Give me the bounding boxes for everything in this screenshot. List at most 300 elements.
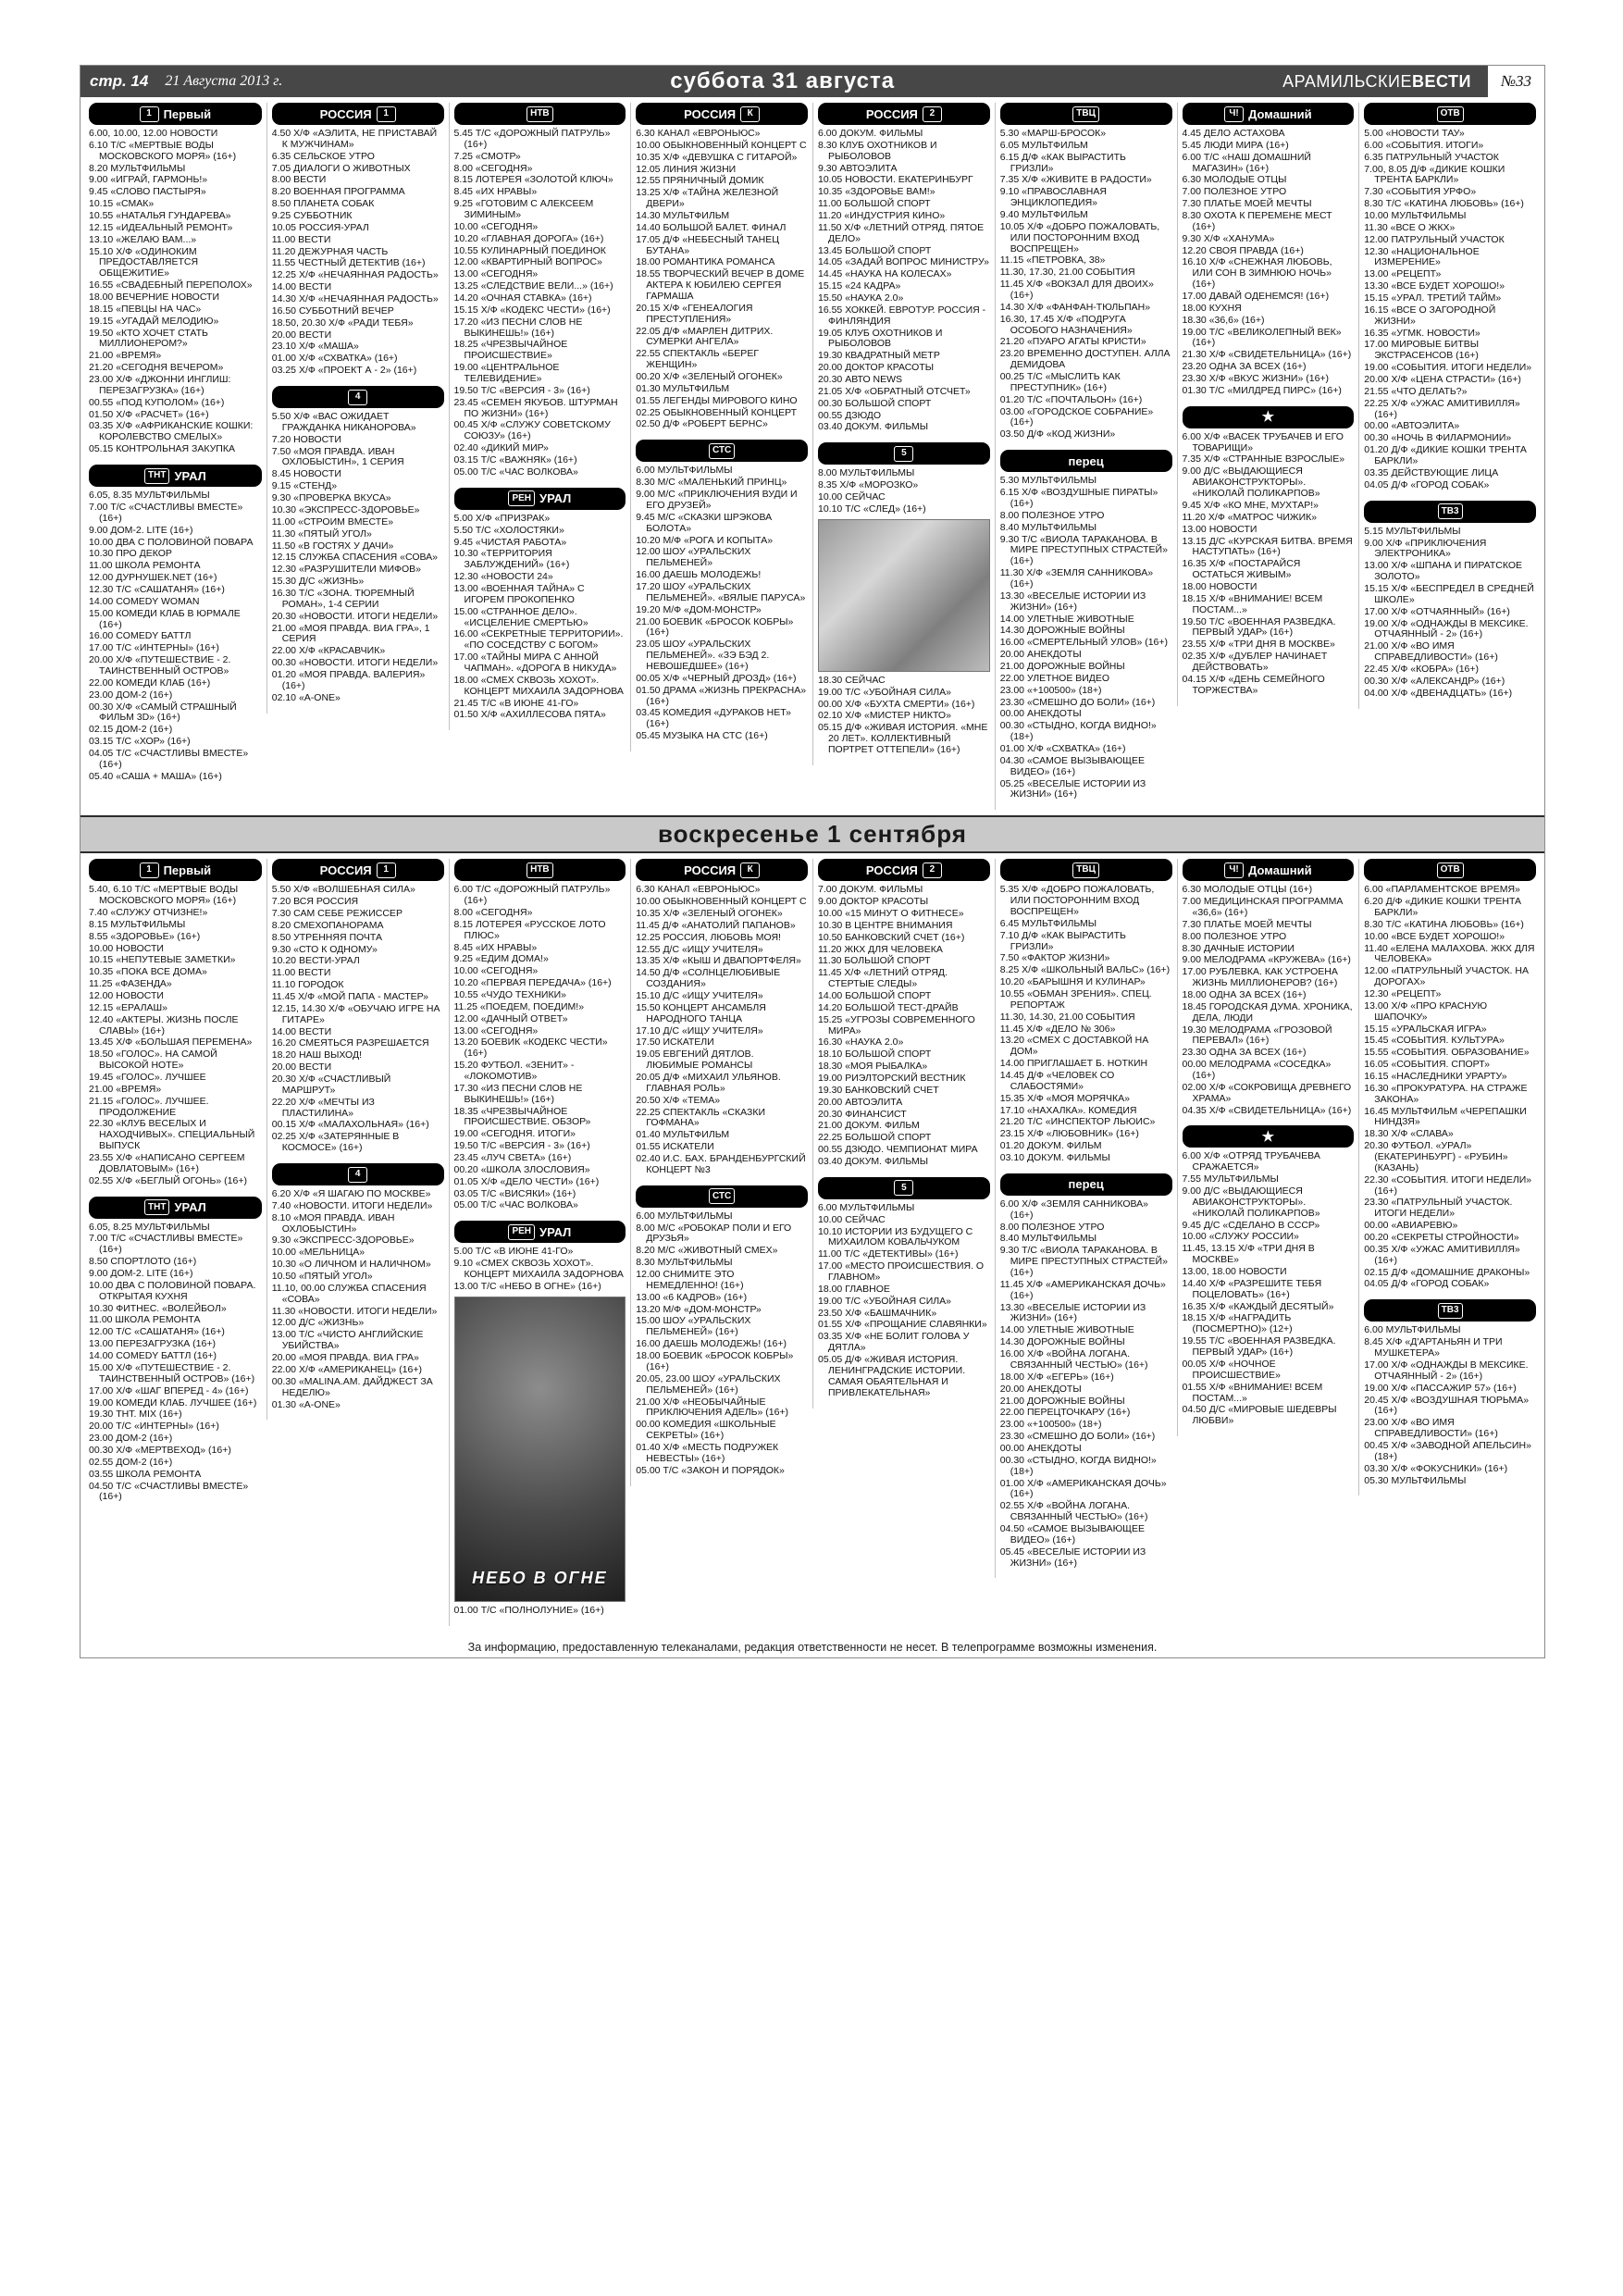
program-item: 23.30 ОДНА ЗА ВСЕХ (16+) [1182,1047,1307,1059]
program-item: 05.05 Д/Ф «ЖИВАЯ ИСТОРИЯ. ЛЕНИНГРАДСКИЕ ИСТОРИИ. САМАЯ ОБАЯТЕЛЬНАЯ И ПРИВЛЕКАТЕЛЬНАЯ» [818,1354,966,1398]
program-item: 23.55 Х/Ф «НАПИСАНО СЕРГЕЕМ ДОВЛАТОВЫМ» (16+) [89,1152,245,1174]
program-item: 11.30, 17.30, 21.00 СОБЫТИЯ [999,267,1135,279]
program-item: 5.30 «МАРШ-БРОСОК» [999,128,1107,139]
program-item: 23.00 «+100500» (18+) [999,684,1102,696]
program-item: 17.00 «МЕСТО ПРОИСШЕСТВИЯ. О ГЛАВНОМ» [818,1260,985,1284]
program-item: 14.05 «ЗАДАЙ ВОПРОС МИНИСТРУ» [818,256,989,268]
program-item: 05.00 Т/С «ЧАС ВОЛКОВА» [453,465,578,478]
program-item: 18.00 «СМЕХ СКВОЗЬ ХОХОТ». КОНЦЕРТ МИХАИЛА ЗАДОРНОВА [453,674,624,697]
program-item: 6.00 Х/Ф «ОТРЯД ТРУБАЧЕВА СРАЖАЕТСЯ» [1182,1150,1320,1173]
program-item: 6.30 КАНАЛ «ЕВРОНЬЮС» [636,884,761,896]
channel-block-rossiya2 [818,859,990,1168]
program-item: 21.05 Х/Ф «ОБРАТНЫЙ ОТСЧЕТ» [818,385,971,397]
program-item: 19.30 ТНТ. MIX (16+) [89,1409,182,1421]
channel-block-perec [1000,450,1172,800]
program-item: 19.20 М/Ф «ДОМ-МОНСТР» [636,603,762,615]
program-item: 6.20 Х/Ф «Я ШАГАЮ ПО МОСКВЕ» [271,1188,431,1200]
program-item: 18.30 «36,6» (16+) [1182,314,1265,326]
program-item: 00.30 «MALINA.AM. ДАЙДЖЕСТ ЗА НЕДЕЛЮ» [271,1375,433,1398]
program-item: 9.40 МУЛЬТФИЛЬМ [999,209,1088,221]
program-item: 8.50 СПОРТЛОТО (16+) [89,1256,197,1268]
issue-number: №33 [1488,66,1544,97]
program-item: 7.05 ДИАЛОГИ О ЖИВОТНЫХ [271,162,411,174]
program-item: 14.45 Д/Ф «ЧЕЛОВЕК СО СЛАБОСТЯМИ» [999,1070,1115,1092]
program-item: 01.40 Х/Ф «МЕСТЬ ПОДРУЖЕК НЕВЕСТЫ» (16+) [636,1441,779,1464]
channel-header-ren-ural [454,1221,626,1243]
program-item: 00.00 КОМЕДИЯ «ШКОЛЬНЫЕ СЕКРЕТЫ» (16+) [636,1419,776,1442]
program-item: 11.30 «ВСЕ О ЖКХ» [1364,221,1456,233]
program-item: 16.30 «ПРОКУРАТУРА. НА СТРАЖЕ ЗАКОНА» [1364,1082,1528,1105]
program-item: 11.50 «В ГОСТЯХ У ДАЧИ» [271,540,394,552]
program-item: 00.05 Х/Ф «НОЧНОЕ ПРОИСШЕСТВИЕ» [1182,1358,1281,1381]
channel-block-5kanal [818,1177,990,1399]
program-item: 18.00 НОВОСТИ [1182,580,1258,592]
program-item: 05.45 «ВЕСЕЛЫЕ ИСТОРИИ ИЗ ЖИЗНИ» (16+) [999,1545,1146,1569]
program-item: 01.55 Х/Ф «ПРОЩАНИЕ СЛАВЯНКИ» [818,1319,987,1331]
program-item: 7.25 «СМОТР» [453,150,521,162]
program-item: 01.55 ЛЕГЕНДЫ МИРОВОГО КИНО [636,394,798,406]
channel-header-tvc [1000,859,1172,881]
program-item: 01.30 Т/С «МИЛДРЕД ПИРС» (16+) [1182,384,1342,396]
channel-column [1358,103,1541,709]
program-item: 03.35 Х/Ф «НЕ БОЛИТ ГОЛОВА У ДЯТЛА» [818,1331,970,1354]
program-item: 6.00 Х/Ф «ВАСЕК ТРУБАЧЕВ И ЕГО ТОВАРИЩИ» [1182,430,1344,453]
program-item: 8.40 МУЛЬТФИЛЬМЫ [999,521,1097,533]
program-item: 00.00 МЕЛОДРАМА «СОСЕДКА» (16+) [1182,1059,1332,1082]
program-item: 00.20 Х/Ф «ЗЕЛЕНЫЙ ОГОНЕК» [636,371,783,383]
otv-logo-icon: ОТВ [1437,863,1464,878]
program-item: 18.00 ГЛАВНОЕ [818,1283,890,1295]
program-item: 10.05 Х/Ф «ДОБРО ПОЖАЛОВАТЬ, ИЛИ ПОСТОРОННИМ ВХОД ВОСПРЕЩЕН» [999,220,1160,254]
channel-header-rossiya1 [272,859,444,881]
program-item: 11.30 «ПЯТЫЙ УГОЛ» [271,527,372,540]
program-item: 13.30 «ВЕСЕЛЫЕ ИСТОРИИ ИЗ ЖИЗНИ» (16+) [999,590,1146,613]
program-item: 17.00 «ТАЙНЫ МИРА С АННОЙ ЧАПМАН». «ДОРОГА В НИКУДА» [453,652,617,674]
program-item: 15.15 «24 КАДРА» [818,280,901,292]
channel-name: РОССИЯ [684,863,737,877]
program-item: 9.25 СУББОТНИК [271,210,353,222]
program-list [1183,885,1355,1116]
channel-header-tnt-ural [89,465,262,487]
channel-block-zvezda [1183,1125,1355,1427]
channel-column [1358,859,1541,1496]
program-item: 15.55 «СОБЫТИЯ. ОБРАЗОВАНИЕ» [1364,1047,1530,1059]
program-item: 12.00 ПАТРУЛЬНЫЙ УЧАСТОК [1364,233,1505,245]
movie-poster-photo [454,1297,626,1602]
program-item: 05.00 Т/С «ЗАКОН И ПОРЯДОК» [636,1464,785,1476]
channel-header-tvc [1000,103,1172,125]
program-item: 7.00, 8.05 Д/Ф «ДИКИЕ КОШКИ ТРЕНТА БАРКЛИ» [1364,163,1505,186]
program-item: 00.00 «АВИАРЕВЮ» [1364,1220,1458,1232]
program-item: 11.00 БОЛЬШОЙ СПОРТ [818,198,931,210]
channel-block-sts [636,440,808,742]
program-item: 10.35 Х/Ф «ДЕВУШКА С ГИТАРОЙ» [636,151,798,163]
rossiyak-logo-icon: К [740,106,760,122]
program-item: 8.15 ЛОТЕРЕЯ «РУССКОЕ ЛОТО ПЛЮС» [453,918,606,941]
program-item: 04.50 Д/С «МИРОВЫЕ ШЕДЕВРЫ ЛЮБВИ» [1182,1404,1337,1427]
channel-block-perec [1000,1173,1172,1570]
program-item: 21.00 ДОРОЖНЫЕ ВОЙНЫ [999,660,1125,672]
tvc-logo-icon: ТВЦ [1072,106,1099,122]
program-item: 05.25 «ВЕСЕЛЫЕ ИСТОРИИ ИЗ ЖИЗНИ» (16+) [999,777,1146,800]
rossiya1-logo-icon: 1 [377,106,396,122]
program-item: 6.05 МУЛЬТФИЛЬМ [999,139,1088,151]
program-item: 01.55 ИСКАТЕЛИ [636,1141,714,1153]
program-item: 7.00 ДОКУМ. ФИЛЬМЫ [818,884,923,896]
program-item: 13.20 М/Ф «ДОМ-МОНСТР» [636,1303,762,1315]
program-item: 01.20 Т/С «ПОЧТАЛЬОН» (16+) [999,393,1143,405]
program-item: 9.25 «ЕДИМ ДОМА!» [453,953,549,965]
program-item: 00.30 Х/Ф «САМЫЙ СТРАШНЫЙ ФИЛЬМ 3D» (16+) [89,701,237,724]
program-item: 7.40 «НОВОСТИ. ИТОГИ НЕДЕЛИ» [271,1199,433,1211]
ntv-logo-icon: НТВ [527,863,553,878]
program-item: 02.10 Х/Ф «МИСТЕР НИКТО» [818,710,951,722]
channel-column [630,103,812,751]
program-item: 13.00, 18.00 НОВОСТИ [1182,1266,1287,1278]
program-item: 9.00 МЕЛОДРАМА «КРУЖЕВА» (16+) [1182,954,1351,966]
program-item: 22.55 СПЕКТАКЛЬ «БЕРЕГ ЖЕНЩИН» [636,348,760,371]
program-item: 03.35 Х/Ф «АФРИКАНСКИЕ КОШКИ: КОРОЛЕВСТВО СМЕЛЫХ» [89,420,254,443]
program-item: 11.25 «ФАЗЕНДА» [89,978,172,990]
program-item: 00.00 «АВТОЭЛИТА» [1364,420,1460,432]
program-item: 23.00 Х/Ф «ВО ИМЯ СПРАВЕДЛИВОСТИ» (16+) [1364,1417,1498,1440]
program-list [89,885,262,1186]
program-item: 22.25 Х/Ф «УЖАС АМИТИВИЛЛЯ» (16+) [1364,397,1520,420]
channel-column [449,859,631,1625]
program-list [89,1222,262,1504]
channel-header-tnt-ural [89,1197,262,1219]
issue-date: 21 Августа 2013 г. [165,73,283,89]
program-item: 6.35 СЕЛЬСКОЕ УТРО [271,150,375,162]
program-item: 18.25 «ЧРЕЗВЫЧАЙНОЕ ПРОИСШЕСТВИЕ» [453,339,568,362]
program-item: 11.40 «ЕЛЕНА МАЛАХОВА. ЖКХ ДЛЯ ЧЕЛОВЕКА» [1364,942,1535,965]
program-item: 9.00 ДОКТОР КРАСОТЫ [818,896,929,908]
program-item: 19.00 Т/С «УБОЙНАЯ СИЛА» [818,1295,951,1307]
program-item: 14.30 МУЛЬТФИЛЬМ [636,210,730,222]
program-item: 19.05 КЛУБ ОХОТНИКОВ И РЫБОЛОВОВ [818,327,943,350]
program-item: 00.05 Х/Ф «ЧЕРНЫЙ ДРОЗД» (16+) [636,672,797,684]
program-item: 00.35 Х/Ф «УЖАС АМИТИВИЛЛЯ» (16+) [1364,1243,1520,1266]
program-item: 10.00 «СЛУЖУ РОССИИ» [1182,1231,1299,1243]
program-item: 05.15 КОНТРОЛЬНАЯ ЗАКУПКА [89,443,235,455]
program-item: 23.15 Х/Ф «ЛЮБОВНИК» (16+) [999,1128,1139,1140]
program-item: 12.00 Т/С «САШАТАНЯ» (16+) [89,1326,225,1338]
program-list [636,129,808,430]
program-item: 12.15 «ЕРАЛАШ» [89,1001,167,1013]
program-item: 7.35 Х/Ф «ЖИВИТЕ В РАДОСТИ» [999,174,1152,186]
program-item: 21.00 «ВРЕМЯ» [89,350,162,362]
program-item: 8.00 ПОЛЕЗНОЕ УТРО [999,1221,1105,1233]
program-list [818,1203,990,1399]
program-item: 15.35 Х/Ф «МОЯ МОРЯЧКА» [999,1092,1131,1104]
program-item: 17.50 ИСКАТЕЛИ [636,1036,714,1049]
program-item: 8.20 МУЛЬТФИЛЬМЫ [89,162,186,174]
channel-header-otv [1364,859,1536,881]
program-item: 03.10 ДОКУМ. ФИЛЬМЫ [999,1152,1110,1164]
program-item: 21.00 БОЕВИК «БРОСОК КОБРЫ» (16+) [636,615,794,639]
program-item: 10.00 МУЛЬТФИЛЬМЫ [1364,210,1467,222]
program-item: 11.00 «СТРОИМ ВМЕСТЕ» [271,515,394,527]
program-item: 8.15 ЛОТЕРЕЯ «ЗОЛОТОЙ КЛЮЧ» [453,174,613,186]
program-item: 16.00 COMEDY БАТТЛ [89,630,192,642]
ntv-logo-icon: НТВ [527,106,553,122]
program-item: 17.10 Д/С «ИЩУ УЧИТЕЛЯ» [636,1024,763,1036]
program-item: 9.10 «СМЕХ СКВОЗЬ ХОХОТ». КОНЦЕРТ МИХАИЛА ЗАДОРНОВА [453,1258,624,1281]
program-item: 19.00 КОМЕДИ КЛАБ. ЛУЧШЕЕ (16+) [89,1396,257,1409]
program-item: 8.20 М/С «ЖИВОТНЫЙ СМЕХ» [636,1245,778,1257]
program-item: 12.20 СВОЯ ПРАВДА (16+) [1182,244,1304,256]
saturday-grid [81,97,1544,815]
program-item: 16.00 «СМЕРТЕЛЬНЫЙ УЛОВ» (16+) [999,637,1169,649]
program-item: 8.00 ПОЛЕЗНОЕ УТРО [999,509,1105,521]
program-item: 11.00 ВЕСТИ [271,967,331,979]
program-item: 14.00 COMEDY WOMAN [89,595,200,607]
program-item: 18.00 РОМАНТИКА РОМАНСА [636,256,775,268]
program-item: 19.05 ЕВГЕНИЙ ДЯТЛОВ. ЛЮБИМЫЕ РОМАНСЫ [636,1049,754,1072]
program-item: 6.00 МУЛЬТФИЛЬМЫ [1364,1324,1461,1336]
channel-block-rossiya2 [818,103,990,433]
program-item: 13.00 Т/С «НЕБО В ОГНЕ» (16+) [453,1280,601,1292]
program-item: 5.00 Х/Ф «ПРИЗРАК» [453,512,551,524]
program-list [1000,1199,1172,1570]
program-item: 12.15 СЛУЖБА СПАСЕНИЯ «СОВА» [271,552,438,564]
program-item: 12.05 ЛИНИЯ ЖИЗНИ [636,163,737,175]
program-item: 12.30 «НОВОСТИ 24» [453,571,553,583]
program-item: 13.15 Д/С «КУРСКАЯ БИТВА. ВРЕМЯ НАСТУПАТЬ» (16+) [1182,535,1353,558]
channel-block-rossiya1 [272,103,444,377]
program-item: 11.45 Х/Ф «МОЙ ПАПА - МАСТЕР» [271,991,428,1002]
program-item: 05.15 Д/Ф «ЖИВАЯ ИСТОРИЯ. «МНЕ 20 ЛЕТ». КОЛЛЕКТИВНЫЙ ПОРТРЕТ ОТТЕПЕЛИ» (16+) [818,722,988,755]
program-item: 03.40 ДОКУМ. ФИЛЬМЫ [818,421,929,433]
program-item: 01.30 «A-ONE» [271,1398,341,1410]
program-item: 03.00 «ГОРОДСКОЕ СОБРАНИЕ» (16+) [999,405,1154,428]
program-item: 6.00, 10.00, 12.00 НОВОСТИ [89,128,218,139]
program-item: 8.25 Х/Ф «ШКОЛЬНЫЙ ВАЛЬС» (16+) [999,964,1171,976]
program-item: 11.45 Х/Ф «ВОКЗАЛ ДЛЯ ДВОИХ» (16+) [999,279,1154,302]
program-item: 6.00 Т/С «НАШ ДОМАШНИЙ МАГАЗИН» (16+) [1182,151,1311,174]
program-item: 10.30 «О ЛИЧНОМ И НАЛИЧНОМ» [271,1259,431,1271]
program-item: 12.00 ДУРНУШЕК.NET (16+) [89,572,217,584]
program-item: 9.30 Т/С «ВИОЛА ТАРАКАНОВА. В МИРЕ ПРЕСТУПНЫХ СТРАСТЕЙ» (16+) [999,1245,1168,1279]
program-list [272,1189,444,1410]
program-item: 22.05 Д/Ф «МАРЛЕН ДИТРИХ. СУМЕРКИ АНГЕЛА» [636,325,774,348]
domashniy-logo-icon: Ч! [1224,106,1244,122]
program-item: 12.00 «ДАЧНЫЙ ОТВЕТ» [453,1012,568,1024]
program-item: 10.20 «БАРЫШНЯ И КУЛИНАР» [999,976,1146,988]
program-item: 16.10 Х/Ф «СНЕЖНАЯ ЛЮБОВЬ, ИЛИ СОН В ЗИМНЮЮ НОЧЬ» (16+) [1182,256,1332,291]
program-item: 14.30 ДОРОЖНЫЕ ВОЙНЫ [999,625,1125,637]
program-item: 13.20 «СМЕХ С ДОСТАВКОЙ НА ДОМ» [999,1035,1149,1058]
program-item: 13.00 «РЕЦЕПТ» [1364,268,1442,280]
program-item: 7.00 Т/С «СЧАСТЛИВЫ ВМЕСТЕ» (16+) [89,1233,243,1256]
sunday-grid [81,853,1544,1631]
program-item: 18.45 ГОРОДСКАЯ ДУМА. ХРОНИКА, ДЕЛА, ЛЮДИ [1182,1000,1353,1024]
program-list [1000,129,1172,441]
program-item: 14.30 Х/Ф «ФАНФАН-ТЮЛЬПАН» [999,301,1151,313]
program-item: 04.30 «САМОЕ ВЫЗЫВАЮЩЕЕ ВИДЕО» (16+) [999,754,1146,777]
program-item: 02.15 ДОМ-2 (16+) [89,724,173,736]
program-item: 20.30 «НОВОСТИ. ИТОГИ НЕДЕЛИ» [271,610,439,622]
program-item: 14.40 БОЛЬШОЙ БАЛЕТ. ФИНАЛ [636,221,787,233]
program-item: 00.00 АНЕКДОТЫ [999,708,1082,720]
program-item: 19.50 Т/С «ВЕРСИЯ - 3» (16+) [453,384,590,396]
program-item: 7.00 Т/С «СЧАСТЛИВЫ ВМЕСТЕ» (16+) [89,501,243,524]
channel-header-rossiya2 [818,859,990,881]
program-item: 20.05, 23.00 ШОУ «УРАЛЬСКИХ ПЕЛЬМЕНЕЙ» (16+) [636,1372,781,1396]
program-item: 00.00 Х/Ф «БУХТА СМЕРТИ» (16+) [818,698,975,710]
program-item: 18.20 НАШ ВЫХОД! [271,1049,362,1061]
program-item: 10.20 «ПЕРВАЯ ПЕРЕДАЧА» (16+) [453,977,612,989]
program-item: 6.00 Х/Ф «ЗЕМЛЯ САННИКОВА» (16+) [999,1198,1148,1221]
masthead [1282,72,1471,92]
program-item: 7.30 ПЛАТЬЕ МОЕЙ МЕЧТЫ [1182,198,1312,210]
program-item: 18.00 КУХНЯ [1182,302,1242,314]
program-item: 13.00 Х/Ф «ШПАНА И ПИРАТСКОЕ ЗОЛОТО» [1364,560,1522,583]
program-item: 13.30 «ВЕСЕЛЫЕ ИСТОРИИ ИЗ ЖИЗНИ» (16+) [999,1301,1146,1324]
program-item: 10.35 Х/Ф «ЗЕЛЕНЫЙ ОГОНЕК» [636,907,783,919]
channel-name: УРАЛ [539,491,572,506]
tnt-ural-logo-icon: ТНТ [144,468,169,484]
program-item: 5.30 МУЛЬТФИЛЬМЫ [999,475,1097,487]
program-item: 9.00 М/С «ПРИКЛЮЧЕНИЯ ВУДИ И ЕГО ДРУЗЕЙ» [636,489,798,511]
program-item: 21.20 Т/С «ИНСПЕКТОР ЛЬЮИС» [999,1116,1156,1128]
program-item: 01.00 Х/Ф «СХВАТКА» (16+) [999,742,1126,754]
program-item: 02.35 Х/Ф «ДУБЛЕР НАЧИНАЕТ ДЕЙСТВОВАТЬ» [1182,651,1328,673]
program-item: 21.00 ДОКУМ. ФИЛЬМ [818,1120,920,1132]
domashniy-logo-icon: Ч! [1224,863,1244,878]
program-item: 16.20 СМЕЯТЬСЯ РАЗРЕШАЕТСЯ [271,1037,429,1049]
program-item: 7.30 ПЛАТЬЕ МОЕЙ МЕЧТЫ [1182,918,1312,930]
program-item: 03.45 КОМЕДИЯ «ДУРАКОВ НЕТ» (16+) [636,707,792,730]
program-item: 01.00 Т/С «ПОЛНОЛУНИЕ» (16+) [453,1604,604,1616]
program-item: 8.00 ВЕСТИ [271,174,327,186]
program-item: 11.15 «ПЕТРОВКА, 38» [999,254,1106,267]
program-item: 20.05 Д/Ф «МИХАИЛ УЛЬЯНОВ. ГЛАВНАЯ РОЛЬ» [636,1072,781,1094]
program-item: 13.20 БОЕВИК «КОДЕКС ЧЕСТИ» (16+) [453,1036,608,1060]
channel-header-zvezda [1183,1125,1355,1148]
program-item: 14.45 «НАУКА НА КОЛЕСАХ» [818,268,952,280]
program-item: 00.30 «СТЫДНО, КОГДА ВИДНО!» (18+) [999,720,1157,743]
program-item: 02.40 И.С. БАХ. БРАНДЕНБУРГСКИЙ КОНЦЕРТ №3 [636,1153,806,1175]
program-item: 8.30 КЛУБ ОХОТНИКОВ И РЫБОЛОВОВ [818,139,937,162]
program-item: 18.15 Х/Ф «ВНИМАНИЕ! ВСЕМ ПОСТАМ...» [1182,592,1323,615]
program-item: 12.00 «КВАРТИРНЫЙ ВОПРОС» [453,256,602,268]
program-item: 01.00 Х/Ф «СХВАТКА» (16+) [271,353,398,365]
program-item: 9.45 «ЧИСТАЯ РАБОТА» [453,536,567,548]
program-item: 10.30 В ЦЕНТРЕ ВНИМАНИЯ [818,919,953,931]
program-item: 7.10 Д/Ф «КАК ВЫРАСТИТЬ ГРИЗЛИ» [999,929,1126,952]
program-list [1183,129,1355,397]
program-item: 13.00 НОВОСТИ [1182,523,1258,535]
program-item: 14.00 УЛЕТНЫЕ ЖИВОТНЫЕ [999,613,1134,625]
program-item: 6.00 МУЛЬТФИЛЬМЫ [818,1201,915,1213]
program-item: 8.50 ПЛАНЕТА СОБАК [271,198,375,210]
program-item: 00.20 «ШКОЛА ЗЛОСЛОВИЯ» [453,1163,590,1175]
program-item: 13.35 Х/Ф «КЫШ И ДВАПОРТФЕЛЯ» [636,955,801,967]
program-item: 5.45 Т/С «ДОРОЖНЫЙ ПАТРУЛЬ» (16+) [453,128,611,150]
program-item: 8.30 МУЛЬТФИЛЬМЫ [636,1257,733,1269]
page-number: стр. 14 [90,72,149,90]
5kanal-logo-icon: 5 [894,446,913,462]
program-item: 8.10 «МОЯ ПРАВДА. ИВАН ОХЛОБЫСТИН» [271,1211,395,1235]
program-list [272,885,444,1154]
program-item: 17.00 Т/С «ИНТЕРНЫ» (16+) [89,642,219,654]
program-item: 18.50, 20.30 Х/Ф «РАДИ ТЕБЯ» [271,316,414,329]
program-item: 15.20 ФУТБОЛ. «ЗЕНИТ» - «ЛОКОМОТИВ» [453,1060,575,1083]
program-item: 03.30 Х/Ф «ФОКУСНИКИ» (16+) [1364,1462,1508,1474]
program-item: 20.00 ВЕСТИ [271,1061,332,1074]
program-item: 8.45 НОВОСТИ [271,468,341,480]
tv3-logo-icon: ТВ3 [1438,1303,1463,1319]
program-item: 14.30 Х/Ф «НЕЧАЯННАЯ РАДОСТЬ» [271,293,439,305]
program-item: 20.00 АНЕКДОТЫ [999,1383,1082,1395]
program-item: 00.30 «СТЫДНО, КОГДА ВИДНО!» (18+) [999,1454,1157,1477]
pervyi-logo-icon: 1 [140,863,159,878]
channel-block-rossiya1 [272,859,444,1154]
program-item: 02.55 ДОМ-2 (16+) [89,1456,173,1468]
program-item: 20.30 ФУТБОЛ. «УРАЛ» (ЕКАТЕРИНБУРГ) - «РУБИН» (КАЗАНЬ) [1364,1140,1508,1173]
program-item: 11.55 ЧЕСТНЫЙ ДЕТЕКТИВ (16+) [271,257,426,269]
program-item: 10.50 «ПЯТЫЙ УГОЛ» [271,1271,373,1283]
program-item: 11.25 «ПОЕДЕМ, ПОЕДИМ!» [453,1000,585,1012]
program-item: 14.00 COMEDY БАТТЛ (16+) [89,1350,217,1362]
program-item: 15.10 Х/Ф «ОДИНОКИМ ПРЕДОСТАВЛЯЕТСЯ ОБЩЕЖИТИЕ» [89,245,199,279]
program-item: 02.10 «A-ONE» [271,691,341,703]
program-item: 10.05 РОССИЯ-УРАЛ [271,221,369,233]
channel-name: РОССИЯ [319,863,372,877]
program-item: 16.35 «УГМК. НОВОСТИ» [1364,327,1481,339]
program-item: 10.30 ФИТНЕС. «ВОЛЕЙБОЛ» [89,1302,227,1314]
program-item: 16.00 Х/Ф «ВОЙНА ЛОГАНА. СВЯЗАННЫЙ ЧЕСТЬЮ» (16+) [999,1348,1148,1371]
program-item: 18.55 ТВОРЧЕСКИЙ ВЕЧЕР В ДОМЕ АКТЕРА К ЮБИЛЕЮ СЕРГЕЯ ГАРМАША [636,268,805,303]
channel-header-rossiya1 [272,103,444,125]
program-item: 15.00 Х/Ф «ПУТЕШЕСТВИЕ - 2. ТАИНСТВЕННЫЙ ОСТРОВ» (16+) [89,1361,255,1384]
program-item: 8.20 СМЕХОПАНОРАМА [271,919,384,931]
channel-header-otv [1364,103,1536,125]
program-item: 20.30 Х/Ф «СЧАСТЛИВЫЙ МАРШРУТ» [271,1074,391,1096]
program-item: 9.00 ДОМ-2. LITE (16+) [89,1268,193,1280]
program-item: 9.30 «СТО К ОДНОМУ» [271,943,378,955]
channel-block-pervyi [89,103,262,455]
program-item: 02.40 «ДИКИЙ МИР» [453,442,549,454]
program-item: 6.45 МУЛЬТФИЛЬМЫ [999,917,1097,929]
program-item: 10.00 ОБЫКНОВЕННЫЙ КОНЦЕРТ С [636,896,807,908]
program-item: 8.30 ОХОТА К ПЕРЕМЕНЕ МЕСТ (16+) [1182,210,1332,232]
channel-block-ren-ural [454,488,626,721]
program-item: 00.45 Х/Ф «ЗАВОДНОЙ АПЕЛЬСИН» (18+) [1364,1439,1531,1462]
program-item: 13.00 «СЕГОДНЯ» [453,268,539,280]
program-item: 02.55 Х/Ф «ВОЙНА ЛОГАНА. СВЯЗАННЫЙ ЧЕСТЬЮ» (16+) [999,1500,1148,1523]
channel-header-domashniy [1183,103,1355,125]
program-item: 6.00 МУЛЬТФИЛЬМЫ [636,465,733,477]
program-list [1364,885,1536,1290]
program-item: 18.30 «МОЯ РЫБАЛКА» [818,1061,928,1073]
tnt-ural-logo-icon: ТНТ [144,1199,169,1215]
program-item: 11.50 Х/Ф «ЛЕТНИЙ ОТРЯД. ПЯТОЕ ДЕЛО» [818,221,985,244]
program-item: 6.00 ДОКУМ. ФИЛЬМЫ [818,128,923,139]
channel-name: Первый [163,106,212,121]
program-item: 4.50 Х/Ф «АЭЛИТА, НЕ ПРИСТАВАЙ К МУЖЧИНАМ» [271,128,438,150]
program-list [454,885,626,1211]
program-item: 15.15 Х/Ф «БЕСПРЕДЕЛ В СРЕДНЕЙ ШКОЛЕ» [1364,582,1534,605]
program-item: 13.30 «ВСЕ БУДЕТ ХОРОШО!» [1364,280,1505,292]
program-item: 12.25 РОССИЯ, ЛЮБОВЬ МОЯ! [636,931,781,943]
rossiyak-logo-icon: К [740,863,760,878]
rossiya2-logo-icon: 2 [923,106,942,122]
channel-block-zvezda [1183,406,1355,697]
channel-block-otv [1364,859,1536,1290]
program-item: 12.15 «ИДЕАЛЬНЫЙ РЕМОНТ» [89,221,233,233]
